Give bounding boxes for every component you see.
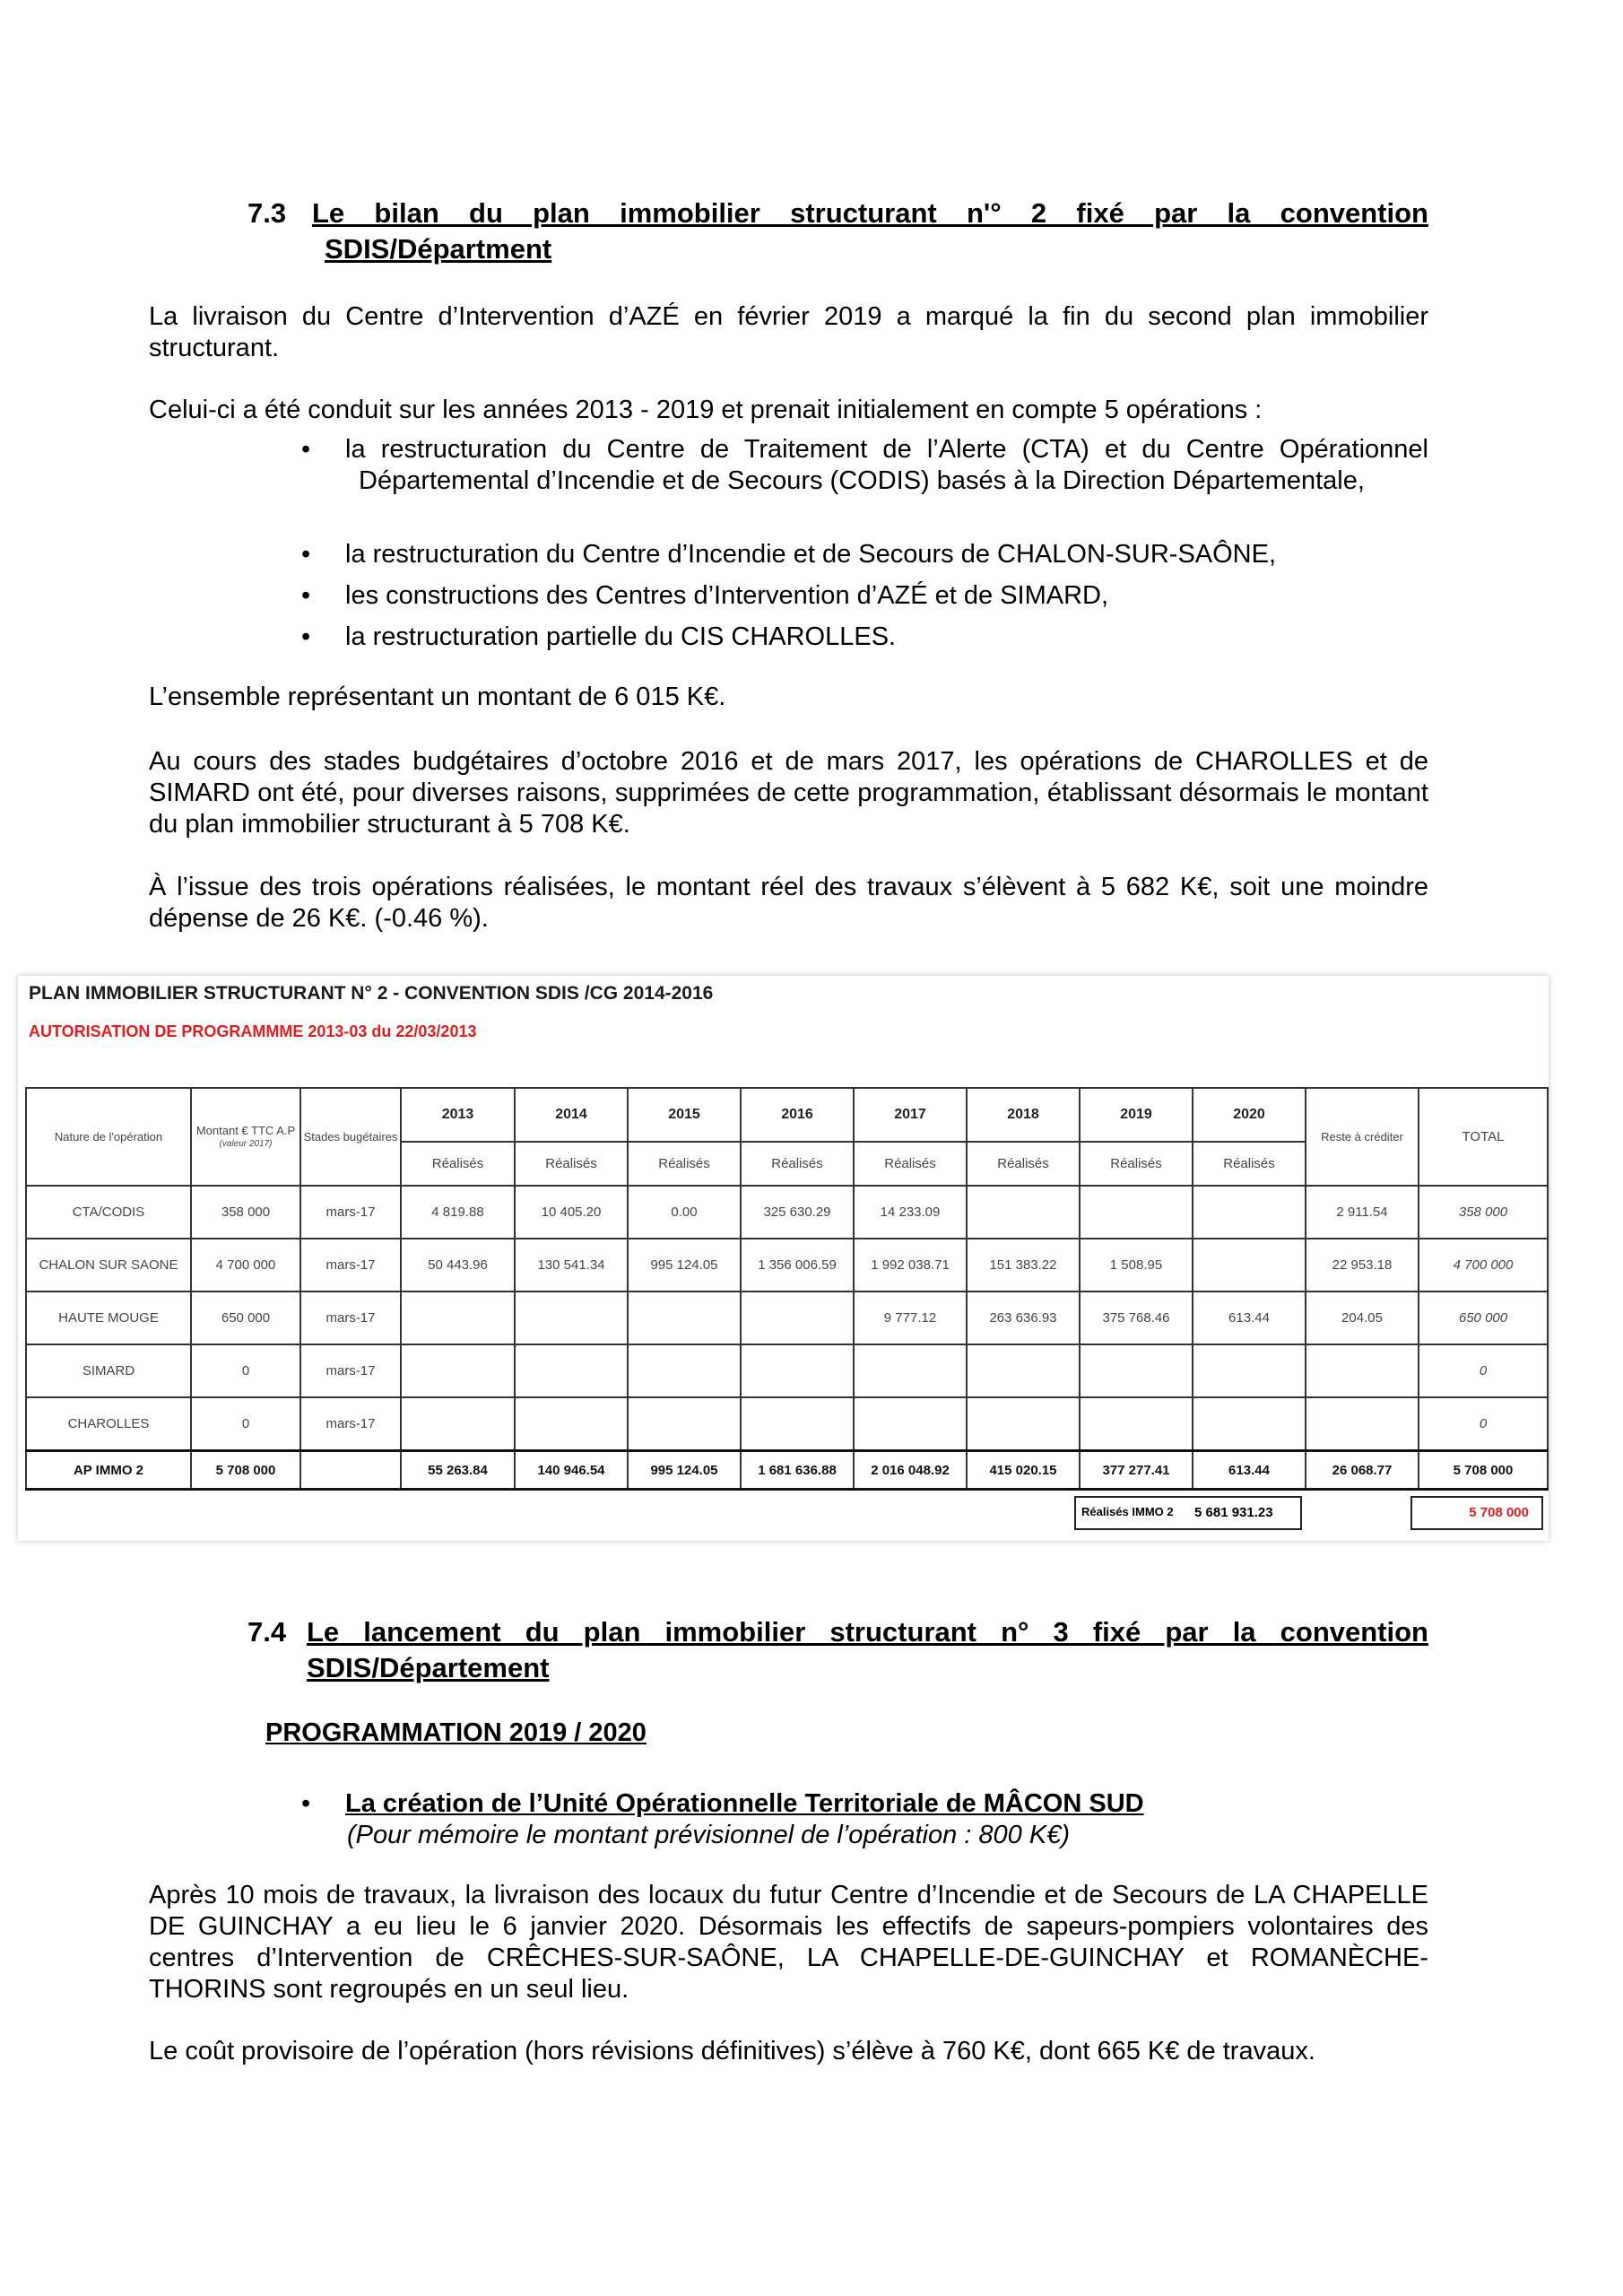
row-year-cell xyxy=(741,1292,854,1344)
row-year-cell xyxy=(1193,1397,1306,1451)
row-reste xyxy=(1306,1397,1419,1451)
row-year-cell: 14 233.09 xyxy=(854,1186,967,1239)
programmation-title: PROGRAMMATION 2019 / 2020 xyxy=(265,1718,647,1747)
row-year-cell xyxy=(1080,1344,1193,1397)
row-year-cell xyxy=(628,1397,741,1451)
row-year-cell xyxy=(401,1397,515,1451)
header-nature: Nature de l'opération xyxy=(26,1088,191,1186)
bullet-icon: • xyxy=(301,1789,311,1818)
list-item xyxy=(296,539,1428,570)
table-subtitle: AUTORISATION DE PROGRAMMME 2013-03 du 22/03/2013 xyxy=(29,1022,477,1040)
row-name: HAUTE MOUGE xyxy=(26,1292,191,1344)
table-row xyxy=(26,1397,1548,1451)
bullet-icon: • xyxy=(301,540,311,569)
header-year: 2013 xyxy=(401,1088,515,1142)
header-montant-label: Montant € TTC A.P xyxy=(195,1123,296,1137)
header-year: 2014 xyxy=(515,1088,628,1142)
row-year-cell xyxy=(967,1344,1080,1397)
total-stade xyxy=(300,1451,401,1490)
header-realises: Réalisés xyxy=(967,1142,1080,1186)
row-year-cell: 613.44 xyxy=(1193,1292,1306,1344)
list-item xyxy=(296,1788,1428,1851)
row-year-cell xyxy=(1080,1397,1193,1451)
row-year-cell: 0.00 xyxy=(628,1186,741,1239)
table-row xyxy=(26,1186,1548,1239)
total-name: AP IMMO 2 xyxy=(26,1451,191,1490)
row-year-cell xyxy=(401,1292,515,1344)
row-montant: 0 xyxy=(191,1344,300,1397)
row-year-cell: 4 819.88 xyxy=(401,1186,515,1239)
row-year-cell xyxy=(741,1344,854,1397)
total-total: 5 708 000 xyxy=(1419,1451,1548,1490)
row-total: 0 xyxy=(1419,1397,1548,1451)
paragraph: À l’issue des trois opérations réalisées, le montant réel des travaux s’élèvent à 5 682 K€, soit une moindre dépense de 26 K€. (-0.46 %). xyxy=(149,873,1428,933)
paragraph: La livraison du Centre d’Intervention d’AZÉ en février 2019 a marqué la fin du second plan immobilier structurant. xyxy=(149,302,1428,362)
programmation-list xyxy=(296,1788,1428,1851)
row-montant: 358 000 xyxy=(191,1186,300,1239)
row-name: CTA/CODIS xyxy=(26,1186,191,1239)
row-montant: 4 700 000 xyxy=(191,1239,300,1292)
header-year: 2017 xyxy=(854,1088,967,1142)
row-total: 4 700 000 xyxy=(1419,1239,1548,1292)
list-item xyxy=(296,580,1428,612)
row-year-cell xyxy=(1193,1186,1306,1239)
section-7-3-heading xyxy=(247,196,1428,269)
paragraph: Au cours des stades budgétaires d’octobre 2016 et de mars 2017, les opérations de CHAROLLES et de SIMARD ont été, pour diverses raisons, supprimées de cette programmation, établissant désormais le montant du plan immobilier structurant à 5 708 K€. xyxy=(149,747,1428,839)
row-year-cell xyxy=(854,1344,967,1397)
header-realises: Réalisés xyxy=(854,1142,967,1186)
row-year-cell xyxy=(515,1397,628,1451)
header-realises: Réalisés xyxy=(741,1142,854,1186)
row-year-cell: 50 443.96 xyxy=(401,1239,515,1292)
row-total: 650 000 xyxy=(1419,1292,1548,1344)
table-total-row xyxy=(26,1451,1548,1490)
list-item xyxy=(296,434,1428,530)
row-stade: mars-17 xyxy=(300,1186,401,1239)
row-year-cell: 151 383.22 xyxy=(967,1239,1080,1292)
row-year-cell: 375 768.46 xyxy=(1080,1292,1193,1344)
realises-total-box xyxy=(1410,1496,1543,1530)
header-year: 2018 xyxy=(967,1088,1080,1142)
section-title-line2: SDIS/Départment xyxy=(325,233,552,265)
paragraph: L’ensemble représentant un montant de 6 015 K€. xyxy=(149,683,726,711)
row-year-cell: 9 777.12 xyxy=(854,1292,967,1344)
header-reste: Reste à créditer xyxy=(1306,1088,1419,1186)
table-header-row xyxy=(26,1088,1548,1142)
list-item-text: la restructuration du Centre d’Incendie et de Secours de CHALON-SUR-SAÔNE, xyxy=(345,540,1277,569)
total-year-cell: 140 946.54 xyxy=(515,1451,628,1490)
row-reste xyxy=(1306,1344,1419,1397)
operations-list xyxy=(296,434,1428,653)
row-year-cell: 130 541.34 xyxy=(515,1239,628,1292)
bullet-icon: • xyxy=(301,435,311,464)
list-item xyxy=(296,622,1428,653)
realises-value: 5 681 931.23 xyxy=(1194,1505,1273,1520)
header-realises: Réalisés xyxy=(1193,1142,1306,1186)
row-name: SIMARD xyxy=(26,1344,191,1397)
list-item-text: la restructuration du Centre de Traitement de l’Alerte (CTA) et du Centre Opérationnel Départemental d’Incendie et de Secours (CODIS) basés à la Direction Départementale, xyxy=(345,435,1428,495)
row-stade: mars-17 xyxy=(300,1344,401,1397)
header-montant xyxy=(191,1088,300,1186)
row-year-cell: 325 630.29 xyxy=(741,1186,854,1239)
total-year-cell: 995 124.05 xyxy=(628,1451,741,1490)
realises-total: 5 708 000 xyxy=(1469,1505,1529,1520)
header-year: 2019 xyxy=(1080,1088,1193,1142)
row-year-cell: 1 356 006.59 xyxy=(741,1239,854,1292)
row-year-cell: 10 405.20 xyxy=(515,1186,628,1239)
header-realises: Réalisés xyxy=(515,1142,628,1186)
row-year-cell xyxy=(967,1397,1080,1451)
section-title-line2: SDIS/Département xyxy=(307,1652,550,1683)
section-title-line1: Le bilan du plan immobilier structurant n'° 2 fixé par la convention xyxy=(312,197,1428,229)
budget-table-figure xyxy=(18,976,1549,1541)
row-year-cell: 263 636.93 xyxy=(967,1292,1080,1344)
total-reste: 26 068.77 xyxy=(1306,1451,1419,1490)
table-body xyxy=(26,1186,1548,1451)
total-year-cell: 1 681 636.88 xyxy=(741,1451,854,1490)
section-number: 7.3 xyxy=(247,197,287,229)
total-year-cell: 613.44 xyxy=(1193,1451,1306,1490)
paragraph: Le coût provisoire de l’opération (hors révisions définitives) s’élève à 760 K€, dont 665 K€ de travaux. xyxy=(149,2037,1315,2066)
row-montant: 0 xyxy=(191,1397,300,1451)
list-item-text: la restructuration partielle du CIS CHAROLLES. xyxy=(345,622,897,651)
header-year: 2015 xyxy=(628,1088,741,1142)
row-reste: 204.05 xyxy=(1306,1292,1419,1344)
header-stades: Stades bugétaires xyxy=(300,1088,401,1186)
row-year-cell xyxy=(515,1344,628,1397)
total-year-cell: 2 016 048.92 xyxy=(854,1451,967,1490)
paragraph: Celui-ci a été conduit sur les années 2013 - 2019 et prenait initialement en compte 5 opérations : xyxy=(149,396,1263,424)
table-row xyxy=(26,1239,1548,1292)
list-item-note: (Pour mémoire le montant prévisionnel de l’opération : 800 K€) xyxy=(347,1821,1070,1849)
row-year-cell xyxy=(401,1344,515,1397)
row-reste: 2 911.54 xyxy=(1306,1186,1419,1239)
header-montant-note: (valeur 2017) xyxy=(219,1138,273,1149)
bullet-icon: • xyxy=(301,581,311,610)
table-row xyxy=(26,1344,1548,1397)
total-montant: 5 708 000 xyxy=(191,1451,300,1490)
row-year-cell xyxy=(741,1397,854,1451)
budget-table xyxy=(25,1087,1549,1491)
list-item-text: les constructions des Centres d’Intervention d’AZÉ et de SIMARD, xyxy=(345,581,1109,610)
total-year-cell: 55 263.84 xyxy=(401,1451,515,1490)
bullet-icon: • xyxy=(301,622,311,651)
row-total: 0 xyxy=(1419,1344,1548,1397)
header-realises: Réalisés xyxy=(1080,1142,1193,1186)
row-stade: mars-17 xyxy=(300,1397,401,1451)
row-total: 358 000 xyxy=(1419,1186,1548,1239)
total-year-cell: 377 277.41 xyxy=(1080,1451,1193,1490)
section-title-line1: Le lancement du plan immobilier structurant n° 3 fixé par la convention xyxy=(307,1616,1428,1648)
realises-label: Réalisés IMMO 2 xyxy=(1081,1505,1174,1518)
header-year: 2016 xyxy=(741,1088,854,1142)
section-number: 7.4 xyxy=(247,1616,287,1648)
row-year-cell xyxy=(628,1292,741,1344)
row-reste: 22 953.18 xyxy=(1306,1239,1419,1292)
row-year-cell xyxy=(1193,1344,1306,1397)
row-name: CHALON SUR SAONE xyxy=(26,1239,191,1292)
header-year: 2020 xyxy=(1193,1088,1306,1142)
row-year-cell xyxy=(1193,1239,1306,1292)
row-montant: 650 000 xyxy=(191,1292,300,1344)
row-year-cell xyxy=(628,1344,741,1397)
paragraph: Après 10 mois de travaux, la livraison des locaux du futur Centre d’Incendie et de Secours de LA CHAPELLE DE GUINCHAY a eu lieu le 6 janvier 2020. Désormais les effectifs de sapeurs-pompiers volontaires des centres d’Intervention de CRÊCHES-SUR-SAÔNE, LA CHAPELLE-DE-GUINCHAY et ROMANÈCHE-THORINS sont regroupés en un seul lieu. xyxy=(149,1881,1428,2004)
row-year-cell xyxy=(854,1397,967,1451)
row-year-cell: 995 124.05 xyxy=(628,1239,741,1292)
row-name: CHAROLLES xyxy=(26,1397,191,1451)
header-realises: Réalisés xyxy=(401,1142,515,1186)
row-year-cell xyxy=(967,1186,1080,1239)
total-year-cell: 415 020.15 xyxy=(967,1451,1080,1490)
row-stade: mars-17 xyxy=(300,1292,401,1344)
header-realises: Réalisés xyxy=(628,1142,741,1186)
row-year-cell xyxy=(515,1292,628,1344)
realises-summary-box xyxy=(1074,1496,1302,1530)
row-year-cell: 1 992 038.71 xyxy=(854,1239,967,1292)
row-stade: mars-17 xyxy=(300,1239,401,1292)
header-total: TOTAL xyxy=(1419,1088,1548,1186)
row-year-cell: 1 508.95 xyxy=(1080,1239,1193,1292)
row-year-cell xyxy=(1080,1186,1193,1239)
table-row xyxy=(26,1292,1548,1344)
table-title: PLAN IMMOBILIER STRUCTURANT N° 2 - CONVENTION SDIS /CG 2014-2016 xyxy=(29,983,714,1004)
list-item-title: La création de l’Unité Opérationnelle Territoriale de MÂCON SUD xyxy=(345,1789,1144,1818)
section-7-4-heading xyxy=(247,1614,1428,1688)
